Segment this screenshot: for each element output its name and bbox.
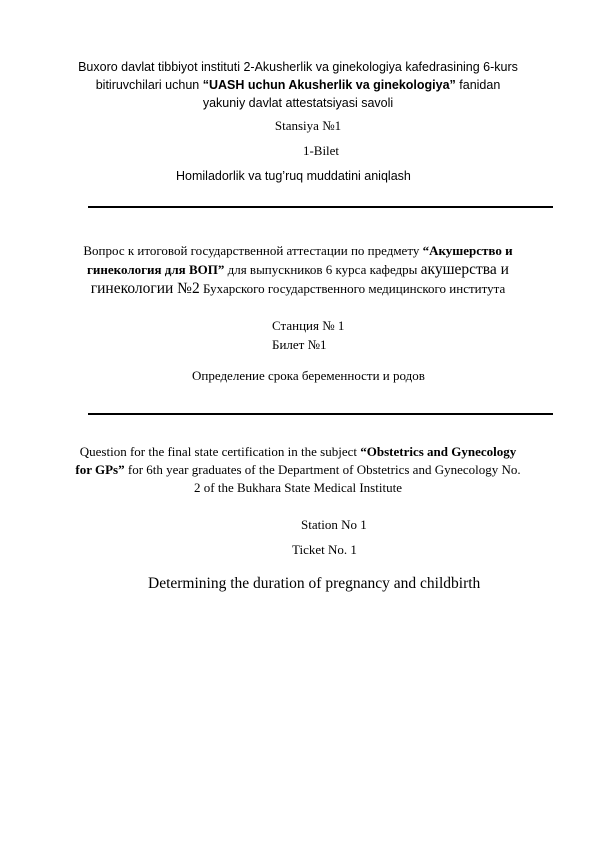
en-station: Station No 1 <box>301 517 367 532</box>
section-divider-2 <box>88 413 553 415</box>
en-intro-text-b: for 6th year graduates of the Department of Obstetrics and Gynecology No. 2 of the Bukhara State Medical Institute <box>124 462 521 495</box>
en-ticket: Ticket No. 1 <box>292 542 357 557</box>
uz-ticket: 1-Bilet <box>302 143 340 158</box>
uz-topic: Homiladorlik va tug’ruq muddatini aniqlash <box>176 169 411 183</box>
ru-subject-title: “Акушерство и гинекология для ВОП” <box>87 243 513 277</box>
en-subject-title: “Obstetrics and Gynecology for GPs” <box>75 444 517 477</box>
ru-station: Станция № 1 <box>272 318 345 333</box>
ru-intro-text-c: Бухарского государственного медицинского института <box>199 281 506 296</box>
ru-intro-paragraph <box>75 241 521 298</box>
ru-topic: Определение срока беременности и родов <box>192 368 425 383</box>
uz-intro-text-b: fanidan yakuniy davlat attestatsiyasi savoli <box>202 78 501 110</box>
en-intro-paragraph <box>75 443 521 497</box>
uz-intro-paragraph <box>75 58 521 112</box>
ru-department: акушерства и гинекологии №2 <box>90 261 509 297</box>
section-divider-1 <box>88 206 553 208</box>
ru-ticket: Билет №1 <box>272 337 327 352</box>
en-topic: Determining the duration of pregnancy and childbirth <box>148 575 481 592</box>
ru-intro-text-a: Вопрос к итоговой государственной аттестации по предмету <box>83 243 423 258</box>
ru-intro-text-b: для выпускников 6 курса кафедры <box>224 262 421 277</box>
uz-intro-text-a: Buxoro davlat tibbiyot instituti 2-Akusherlik va ginekologiya kafedrasining 6-kurs bitiruvchilari uchun <box>78 60 518 92</box>
uz-station: Stansiya №1 <box>274 118 342 133</box>
uz-subject-title: “UASH uchun Akusherlik va ginekologiya” <box>202 78 456 92</box>
en-intro-text-a: Question for the final state certification in the subject <box>79 444 361 459</box>
